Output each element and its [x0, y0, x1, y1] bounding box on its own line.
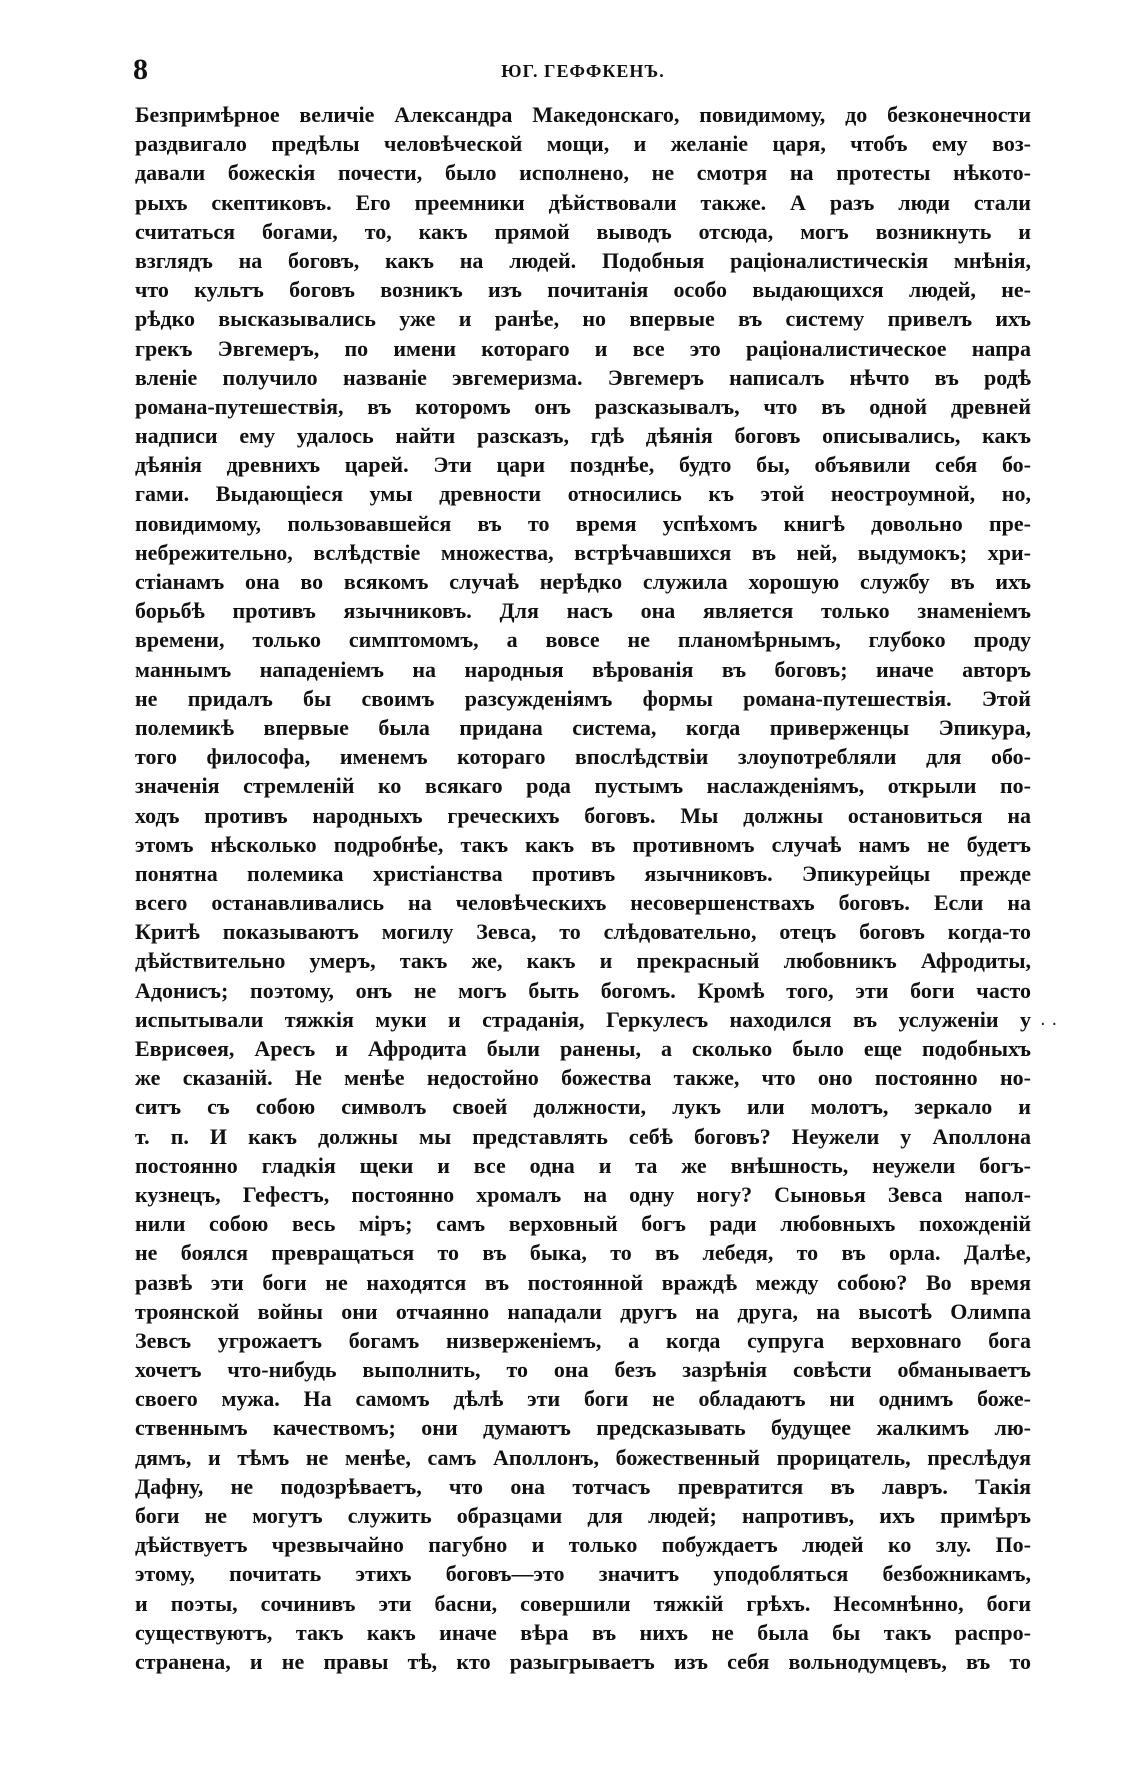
text-line: давали божескія почести, было исполнено, не смотря на протесты нѣкото- [135, 160, 1031, 186]
text-line: что культъ боговъ возникъ изъ почитанія особо выдающихся людей, не- [135, 277, 1031, 303]
text-line: полемикѣ впервые была придана система, когда приверженцы Эпикура, [135, 714, 1031, 740]
text-line: рѣдко высказывались уже и ранѣе, но впервые въ систему привелъ ихъ [135, 306, 1031, 332]
text-line: не боялся превращаться то въ быка, то въ лебедя, то въ орла. Далѣе, [135, 1240, 1031, 1266]
text-line: хочетъ что-нибудь выполнить, то она безъ зазрѣнія совѣсти обманываетъ [135, 1357, 1031, 1383]
running-head [133, 50, 1033, 90]
page-number: 8 [133, 53, 148, 86]
text-line: своего мужа. На самомъ дѣлѣ эти боги не обладаютъ ни однимъ боже- [135, 1386, 1031, 1412]
text-line: ситъ съ собою символъ своей должности, лукъ или молотъ, зеркало и [135, 1094, 1031, 1120]
body-text [135, 100, 1031, 1676]
text-line: Дафну, не подозрѣваетъ, что она тотчасъ превратится въ лавръ. Такія [135, 1473, 1031, 1499]
text-line: взглядъ на боговъ, какъ на людей. Подобныя раціоналистическія мнѣнія, [135, 247, 1031, 273]
text-line: т. п. И какъ должны мы представлять себѣ боговъ? Неужели у Аполлона [135, 1123, 1031, 1149]
text-line: всего останавливались на человѣческихъ несовершенствахъ боговъ. Если на [135, 890, 1031, 916]
text-line: нили собою весь міръ; самъ верховный богъ ради любовныхъ похожденій [135, 1211, 1031, 1237]
text-line: грекъ Эвгемеръ, по имени котораго и все это раціоналистическое напра [135, 335, 1031, 361]
text-line: надписи ему удалось найти разсказъ, гдѣ дѣянія боговъ описывались, какъ [135, 423, 1031, 449]
margin-mark: · · [1040, 1014, 1058, 1035]
text-line: ходъ противъ народныхъ греческихъ боговъ. Мы должны остановиться на [135, 802, 1031, 828]
text-line: стіанамъ она во всякомъ случаѣ нерѣдко служила хорошую службу въ ихъ [135, 569, 1031, 594]
text-line: маннымъ нападеніемъ на народныя вѣрованія въ боговъ; иначе авторъ [135, 656, 1031, 682]
text-line: ственнымъ качествомъ; они думаютъ предсказывать будущее жалкимъ лю- [135, 1415, 1031, 1441]
text-line: испытывали тяжкія муки и страданія, Геркулесъ находился въ услуженіи у [135, 1006, 1031, 1032]
text-line: кузнецъ, Гефестъ, постоянно хромалъ на одну ногу? Сыновья Зевса напол- [135, 1181, 1031, 1207]
text-line: существуютъ, такъ какъ иначе вѣра въ нихъ не была бы такъ распро- [135, 1619, 1031, 1645]
text-line: не придалъ бы своимъ разсужденіямъ формы романа-путешествія. Этой [135, 685, 1031, 711]
text-line: боги не могутъ служить образцами для людей; напротивъ, ихъ примѣръ [135, 1503, 1031, 1528]
text-line: раздвигало предѣлы человѣческой мощи, и желаніе царя, чтобъ ему воз- [135, 131, 1031, 157]
text-line: понятна полемика христіанства противъ язычниковъ. Эпикурейцы прежде [135, 860, 1031, 886]
text-line: дѣйствительно умеръ, такъ же, какъ и прекрасный любовникъ Афродиты, [135, 948, 1031, 974]
text-line: Адонисъ; поэтому, онъ не могъ быть богомъ. Кромѣ того, эти боги часто [135, 977, 1031, 1003]
text-line: борьбѣ противъ язычниковъ. Для насъ она является только знаменіемъ [135, 598, 1031, 624]
text-line: повидимому, пользовавшейся въ то время успѣхомъ книгѣ довольно пре- [135, 510, 1031, 536]
text-line: этому, почитать этихъ боговъ—это значитъ уподобляться безбожникамъ, [135, 1561, 1031, 1587]
text-line: гами. Выдающіеся умы древности относились къ этой неостроумной, но, [135, 481, 1031, 507]
text-line: троянской войны они отчаянно нападали другъ на друга, на высотѣ Олимпа [135, 1298, 1031, 1324]
text-line: Безпримѣрное величіе Александра Македонскаго, повидимому, до безконечности [135, 102, 1031, 127]
text-line: вленіе получило названіе эвгемеризма. Эвгемеръ написалъ нѣчто въ родѣ [135, 364, 1031, 390]
text-line: же сказаній. Не менѣе недостойно божества также, что оно постоянно но- [135, 1065, 1031, 1091]
text-line: и поэты, сочинивъ эти басни, совершили тяжкій грѣхъ. Несомнѣнно, боги [135, 1590, 1031, 1616]
text-line: этомъ нѣсколько подробнѣе, такъ какъ въ противномъ случаѣ намъ не будетъ [135, 831, 1031, 857]
running-title: ЮГ. ГЕФФКЕНЪ. [501, 61, 665, 81]
text-line: дямъ, и тѣмъ не менѣе, самъ Аполлонъ, божественный прорицатель, преслѣдуя [135, 1444, 1031, 1470]
text-line: времени, только симптомомъ, а вовсе не планомѣрнымъ, глубоко проду [135, 627, 1031, 653]
text-line: дѣянія древнихъ царей. Эти цари позднѣе, будто бы, объявили себя бо- [135, 452, 1031, 478]
text-line: дѣйствуетъ чрезвычайно пагубно и только побуждаетъ людей ко злу. По- [135, 1532, 1031, 1558]
text-line: того философа, именемъ котораго впослѣдствіи злоупотребляли для обо- [135, 744, 1031, 770]
text-line: постоянно гладкія щеки и все одна и та же внѣшность, неужели богъ- [135, 1152, 1031, 1178]
text-line: Зевсъ угрожаетъ богамъ низверженіемъ, а когда супруга верховнаго бога [135, 1327, 1031, 1353]
text-line: рыхъ скептиковъ. Его преемники дѣйствовали также. А разъ люди стали [135, 189, 1031, 215]
text-line: романа-путешествія, въ которомъ онъ разсказывалъ, что въ одной древней [135, 393, 1031, 419]
text-line: небрежительно, вслѣдствіе множества, встрѣчавшихся въ ней, выдумокъ; хри- [135, 539, 1031, 565]
text-line: Еврисѳея, Аресъ и Афродита были ранены, а сколько было еще подобныхъ [135, 1036, 1031, 1061]
text-line: странена, и не правы тѣ, кто разыгрываетъ изъ себя вольнодумцевъ, въ то [135, 1648, 1031, 1674]
text-line: развѣ эти боги не находятся въ постоянной враждѣ между собою? Во время [135, 1269, 1031, 1295]
text-line: значенія стремленій ко всякаго рода пустымъ наслажденіямъ, открыли по- [135, 773, 1031, 799]
text-line: Критѣ показываютъ могилу Зевса, то слѣдовательно, отецъ боговъ когда-то [135, 919, 1031, 945]
text-line: считаться богами, то, какъ прямой выводъ отсюда, могъ возникнуть и [135, 218, 1031, 244]
